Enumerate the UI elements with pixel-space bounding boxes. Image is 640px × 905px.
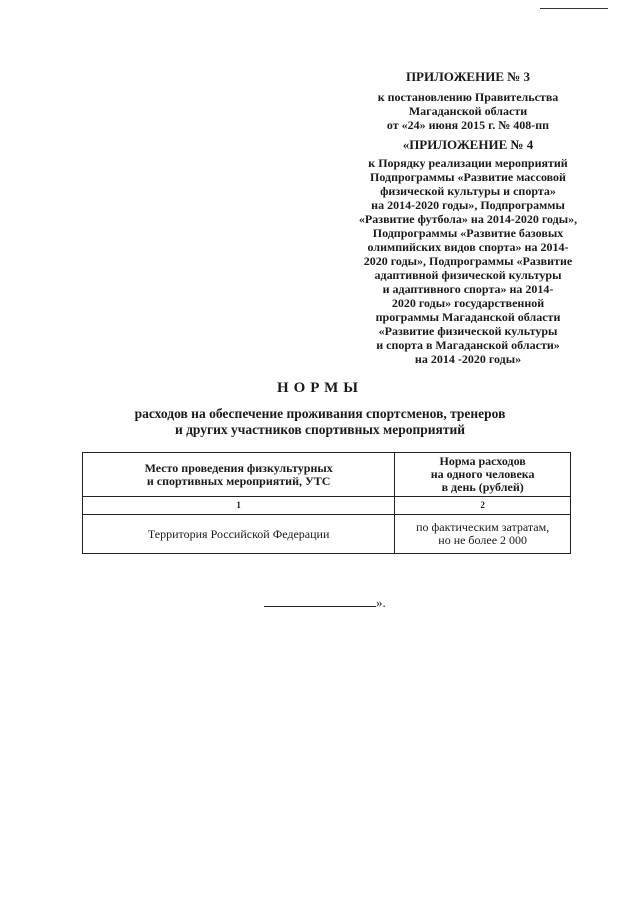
appendix-4-line: Подпрограммы «Развитие массовой xyxy=(370,170,566,184)
norms-table xyxy=(82,452,571,554)
appendix-4-line: физической культуры и спорта» xyxy=(380,184,556,198)
table-number-row xyxy=(83,497,571,515)
appendix-3-line: Магаданской области xyxy=(408,104,528,118)
norm-cell-line: но не более 2 000 xyxy=(438,533,528,547)
appendix-3-block xyxy=(318,70,618,132)
col-place-header-line: Место проведения физкультурных xyxy=(144,460,333,475)
col-number-2: 2 xyxy=(395,497,571,515)
col-place-header xyxy=(83,453,395,497)
appendix-4-line: «Развитие физической культуры xyxy=(378,324,558,338)
norms-subtitle xyxy=(0,406,640,438)
closing-underline xyxy=(264,596,376,607)
col-norm-header-line: на одного человека xyxy=(430,467,535,481)
col-norm-header xyxy=(395,453,571,497)
col-norm-header-line: в день (рублей) xyxy=(441,480,524,494)
col-place-header-line: и спортивных мероприятий, УТС xyxy=(146,473,331,488)
norms-title: НОРМЫ xyxy=(276,380,364,396)
appendix-4-line: адаптивной физической культуры xyxy=(374,268,562,282)
corner-line xyxy=(540,8,608,9)
appendix-3-line: от «24» июня 2015 г. № 408-пп xyxy=(386,118,550,132)
appendix-3-line: к постановлению Правительства xyxy=(377,90,559,104)
appendix-4-line: на 2014-2020 годы», Подпрограммы xyxy=(371,198,565,212)
appendix-3-title: ПРИЛОЖЕНИЕ № 3 xyxy=(405,69,531,84)
appendix-4-line: 2020 годы», Подпрограммы «Развитие xyxy=(363,254,573,268)
appendix-4-line: и спорта в Магаданской области» xyxy=(376,338,560,352)
place-cell: Территория Российской Федерации xyxy=(83,515,395,554)
appendix-4-line: олимпийских видов спорта» на 2014- xyxy=(367,240,569,254)
appendix-4-line: программы Магаданской области xyxy=(375,310,561,324)
col-number-1: 1 xyxy=(83,497,395,515)
table-header-row xyxy=(83,453,571,497)
appendix-4-line: к Порядку реализации мероприятий xyxy=(368,156,568,170)
appendix-4-line: и адаптивного спорта» на 2014- xyxy=(382,282,554,296)
norm-cell xyxy=(395,515,571,554)
closing-quote: ». xyxy=(376,595,386,610)
appendix-4-line: на 2014 -2020 годы» xyxy=(414,352,522,366)
col-norm-header-line: Норма расходов xyxy=(439,454,526,468)
appendix-4-line: Подпрограммы «Развитие базовых xyxy=(372,226,564,240)
appendix-4-title: «ПРИЛОЖЕНИЕ № 4 xyxy=(402,137,534,152)
norm-cell-line: по фактическим затратам, xyxy=(416,520,550,534)
table-row xyxy=(83,515,571,554)
norms-subtitle-line: расходов на обеспечение проживания спортсменов, тренеров xyxy=(134,406,506,421)
norms-subtitle-line: и других участников спортивных мероприятий xyxy=(174,422,466,437)
closing-mark xyxy=(264,595,386,611)
appendix-4-line: 2020 годы» государственной xyxy=(391,296,545,310)
appendix-4-block xyxy=(318,138,618,366)
appendix-4-line: «Развитие футбола» на 2014-2020 годы», xyxy=(358,212,578,226)
